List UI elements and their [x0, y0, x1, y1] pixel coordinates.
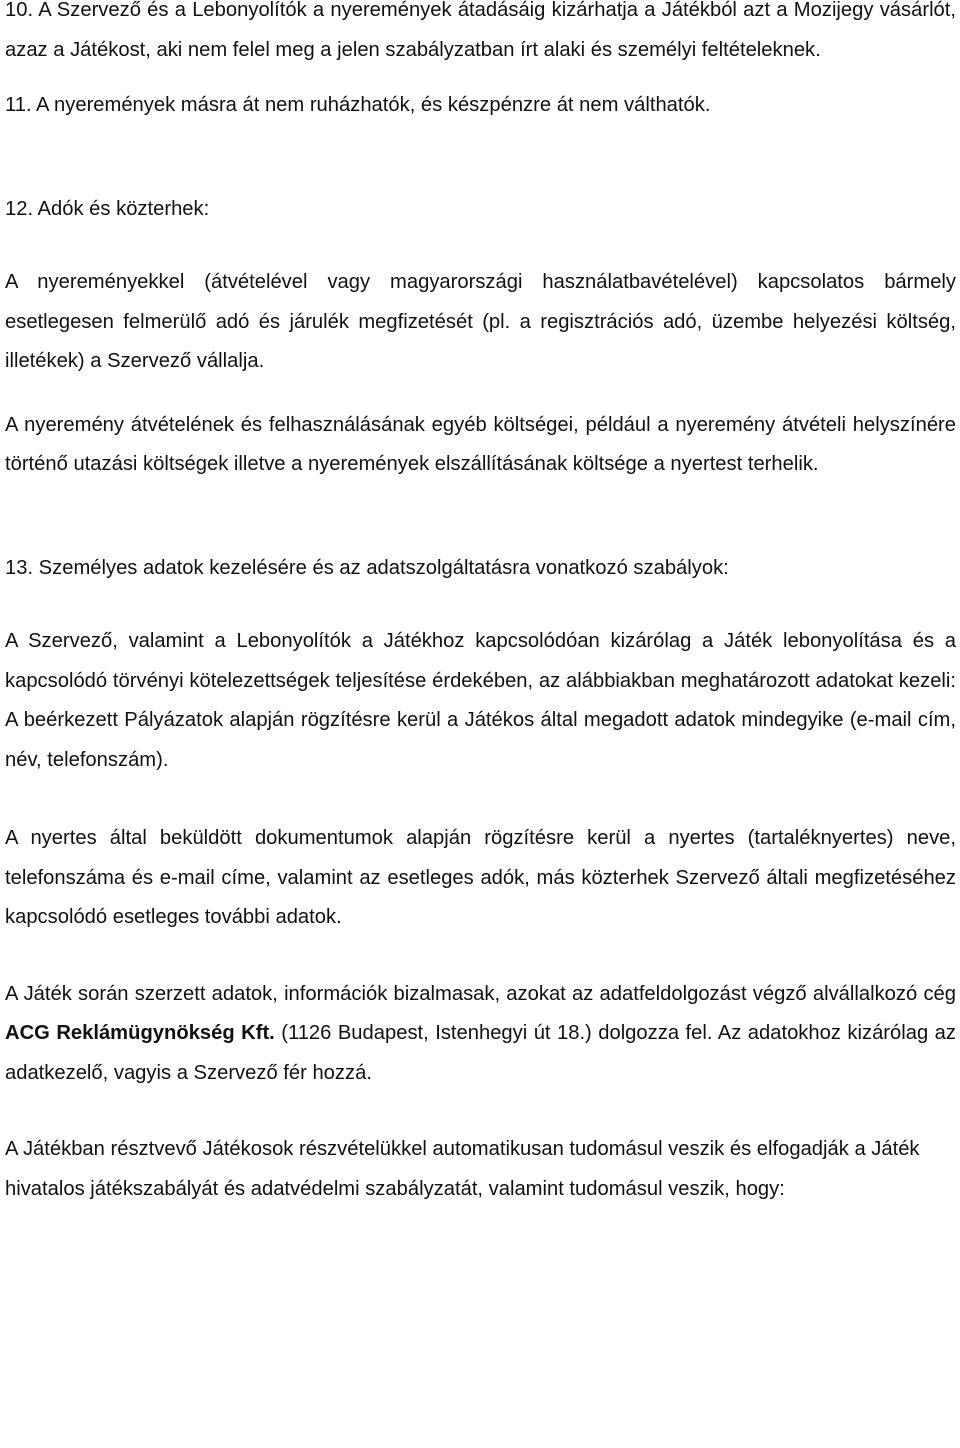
paragraph-12-a: A nyereményekkel (átvételével vagy magyarországi használatbavételével) kapcsolatos bármely esetlegesen felmerülő adó és járulék megfizetését (pl. a regisztrációs adó, üzembe helyezési költség, illetékek) a Szervező vállalja.: [5, 271, 956, 372]
paragraph-10: 10. A Szervező és a Lebonyolítók a nyeremények átadásáig kizárhatja a Játékból azt a Mozijegy vásárlót, azaz a Játékost, aki nem felel meg a jelen szabályzatban írt alaki és személyi feltételeknek.: [5, 0, 956, 61]
paragraph-13-a: A Szervező, valamint a Lebonyolítók a Játékhoz kapcsolódóan kizárólag a Játék lebonyolítása és a kapcsolódó törvényi kötelezettségek teljesítése érdekében, az alábbiakban meghatározott adatokat kezeli: A beérkezett Pályázatok alapján rögzítésre kerül a Játékos által megadott adatok mindegyike (e-mail cím, név, telefonszám).: [5, 630, 956, 771]
company-name: ACG Reklámügynökség Kft.: [5, 1022, 275, 1044]
paragraph-13-c-text-1: A Játék során szerzett adatok, információk bizalmasak, azokat az adatfeldolgozást végző alvállalkozó cég: [5, 982, 956, 1005]
paragraph-12-b: A nyeremény átvételének és felhasználásának egyéb költségei, például a nyeremény átvételi helyszínére történő utazási költségek illetve a nyeremények elszállításának költsége a nyertest terhelik.: [5, 413, 956, 475]
heading-13: 13. Személyes adatok kezelésére és az adatszolgáltatásra vonatkozó szabályok:: [5, 556, 729, 579]
paragraph-13-c: [5, 975, 956, 1094]
paragraph-11: 11. A nyeremények másra át nem ruházhatók, és készpénzre át nem válthatók.: [5, 94, 711, 116]
heading-12: 12. Adók és közterhek:: [5, 197, 210, 220]
paragraph-13-d: A Játékban résztvevő Játékosok részvételükkel automatikusan tudomásul veszik és elfogadják a Játék hivatalos játékszabályát és adatvédelmi szabályzatát, valamint tudomásul veszik, hogy:: [5, 1138, 920, 1200]
paragraph-13-b: A nyertes által beküldött dokumentumok alapján rögzítésre kerül a nyertes (tartaléknyertes) neve, telefonszáma és e-mail címe, valamint az esetleges adók, más közterhek Szervező általi megfizetéséhez kapcsolódó esetleges további adatok.: [5, 827, 956, 928]
paragraph-13-c-text-2: (1126 Budapest, Istenhegyi út 18.) dolgozza fel. Az adatokhoz kizárólag az adatkezelő, vagyis a Szervező fér hozzá.: [5, 1022, 956, 1084]
document-page: [5, 0, 956, 1209]
